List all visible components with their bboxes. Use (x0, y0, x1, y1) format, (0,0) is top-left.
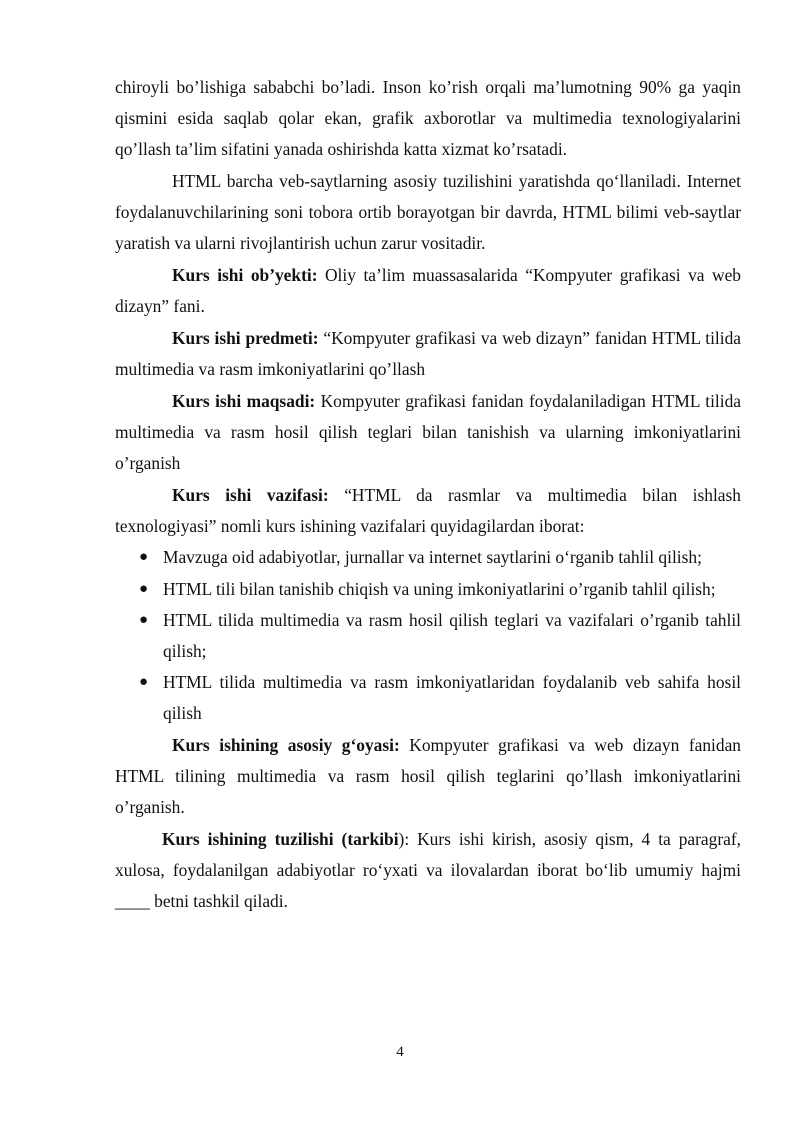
course-structure-label: Kurs ishining tuzilishi (tarkibi (162, 828, 399, 849)
paragraph-course-goal (115, 386, 741, 480)
course-object-label: Kurs ishi ob’yekti: (172, 265, 318, 285)
course-object-text: Oliy ta’lim muassasalarida “Kompyuter grafikasi va web dizayn” fani. (115, 265, 741, 317)
list-item (115, 542, 741, 573)
list-item-text: HTML tilida multimedia va rasm hosil qilish teglari va vazifalari o’rganib tahlil qilish; (163, 609, 741, 661)
paragraph-course-idea (115, 730, 741, 824)
paragraph-course-structure (115, 824, 741, 918)
task-bullet-list (115, 542, 741, 729)
list-item (115, 667, 741, 729)
bullet-icon: ● (139, 674, 149, 691)
document-page (115, 72, 741, 918)
course-tasks-text: “HTML da rasmlar va multimedia bilan ishlash texnologiyasi” nomli kurs ishining vazifalari quyidagilardan iborat: (115, 484, 741, 536)
list-item-text: Mavzuga oid adabiyotlar, jurnallar va internet saytlarini o‘rganib tahlil qilish; (163, 547, 702, 568)
course-subject-label: Kurs ishi predmeti: (172, 327, 319, 348)
list-item-text: HTML tilida multimedia va rasm imkoniyatlaridan foydalanib veb sahifa hosil qilish (163, 672, 741, 724)
course-structure-text: ): Kurs ishi kirish, asosiy qism, 4 ta paragraf, xulosa, foydalanilgan adabiyotlar ro‘yxati va ilovalardan iborat bo‘lib umumiy hajmi ____ betni tashkil qiladi. (115, 828, 741, 912)
course-goal-text: Kompyuter grafikasi fanidan foydalaniladigan HTML tilida multimedia va rasm hosil qilish teglari bilan tanishish va ularning imkoniyatlarini o’rganish (115, 390, 741, 473)
course-idea-text: Kompyuter grafikasi va web dizayn fanidan HTML tilining multimedia va rasm hosil qilish teglarini qo’llash imkoniyatlarini o’rganish. (115, 734, 741, 818)
course-tasks-label: Kurs ishi vazifasi: (172, 484, 329, 505)
bullet-icon: ● (139, 611, 149, 628)
paragraph-course-object (115, 260, 741, 322)
paragraph-html-usage: HTML barcha veb-saytlarning asosiy tuzilishini yaratishda qo‘llaniladi. Internet foydalanuvchilarining soni tobora ortib borayotgan bir davrda, HTML bilimi veb-saytlar yaratish va ularni rivojlantirish uchun zarur vositadir. (115, 171, 741, 254)
list-item (115, 574, 741, 605)
page-number: 4 (396, 1044, 404, 1060)
bullet-icon: ● (139, 549, 149, 566)
paragraph-course-tasks (115, 480, 741, 542)
list-item-text: HTML tili bilan tanishib chiqish va uning imkoniyatlarini o’rganib tahlil qilish; (163, 578, 716, 599)
paragraph-intro-continued: chiroyli bo’lishiga sababchi bo’ladi. Inson ko’rish orqali ma’lumotning 90% ga yaqin qismini esida saqlab qolar ekan, grafik axborotlar va multimedia texnologiyalarini qo’llash ta’lim sifatini yanada oshirishda katta xizmat ko’rsatadi. (115, 77, 741, 160)
course-subject-text: “Kompyuter grafikasi va web dizayn” fanidan HTML tilida multimedia va rasm imkoniyatlarini qo’llash (115, 327, 741, 379)
course-idea-label: Kurs ishining asosiy g‘oyasi: (172, 734, 400, 755)
course-goal-label: Kurs ishi maqsadi: (172, 390, 316, 411)
paragraph-course-subject (115, 323, 741, 385)
list-item (115, 605, 741, 667)
bullet-icon: ● (139, 580, 149, 597)
